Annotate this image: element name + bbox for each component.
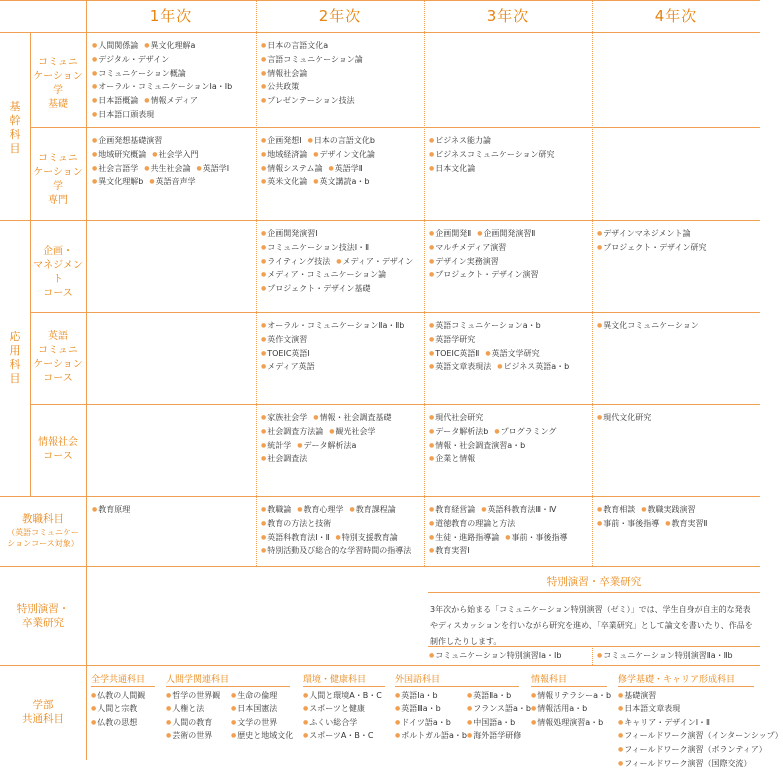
course-item: ● 企画開発演習Ⅱ [477,228,535,242]
course-line [92,54,238,68]
cell-kyoshoku-y1 [92,504,136,518]
course-line [429,348,575,362]
course-line [429,412,562,426]
course-line [429,269,545,283]
course-item: ● デザインマネジメント論 [597,228,690,242]
course-line [597,412,657,426]
course-line [429,163,561,177]
row-label-gakubu: 学部 共通科目 [22,699,64,725]
course-line [92,95,238,109]
seminar-title-rule [428,592,760,593]
course-item: ● 社会学入門 [152,149,198,163]
course-line [261,54,369,68]
course-item: ● ビジネス英語a・b [497,361,569,375]
course-line [92,81,238,95]
course-item: ● 日本の言語文化b [308,135,375,149]
row-label-joho: 情報社会 コース [38,437,78,462]
course-item: ● プロジェクト・デザイン演習 [429,269,539,283]
common-subject-item: ● 人権と法 [166,703,231,717]
course-line [429,426,562,440]
course-line [261,518,417,532]
course-item: ● デザイン文化論 [313,149,375,163]
course-line [429,504,574,518]
common-subject-heading-rule [395,686,519,687]
course-line [597,518,713,532]
course-item: ● 英語学Ⅰ [197,163,230,177]
common-subject-item: ● 情報活用a・b [531,703,613,717]
course-item: ● 英語学研究 [429,334,475,348]
course-line [429,242,545,256]
course-line [429,334,575,348]
course-item: ● 日本語概論 [92,95,138,109]
course-item: ● 現代社会研究 [429,412,483,426]
course-item: ● 教育実習Ⅰ [429,545,470,559]
common-subject-item: ● 人間の教育 [166,717,231,731]
course-line [92,40,238,54]
common-subject-item: ● 生命の倫理 [231,690,296,704]
common-subject-item: ● フィールドワーク演習（ボランティア） [618,744,760,758]
course-item: ● プロジェクト・デザイン基礎 [261,283,371,297]
common-subject-heading: 環境・健康科目 [303,675,367,685]
course-line [261,256,419,270]
cell-eigo-y2 [261,320,410,375]
cell-comm-senmon-y2 [261,135,381,190]
common-subject-item: ● 海外語学研修 [467,730,531,744]
common-subject-item: ● 基礎演習 [618,690,760,704]
course-line [261,135,381,149]
course-item: ● 公共政策 [261,81,299,95]
course-item: ● 情報社会論 [261,68,307,82]
row-label-comm-senmon: コミュニ ケーション学 専門 [33,153,83,206]
common-subject-heading: 情報科目 [531,675,568,685]
course-item: ● 情報・社会調査基礎 [313,412,391,426]
course-item: ● TOEIC英語Ⅰ [261,348,310,362]
course-item: ● プログラミング [494,426,556,440]
row-label-kikaku: 企画・ マネジメント コース [33,246,83,299]
row-sublabel-kyoshoku: （英語コミュニケー ションコース対象） [7,528,79,548]
course-item: ● デザイン実務演習 [429,256,499,270]
cell-comm-senmon-y3 [429,135,561,176]
course-line [261,426,398,440]
course-line [429,256,545,270]
row-label-eigo: 英語 コミュニ ケーション コース [33,331,83,384]
course-line [92,149,235,163]
course-line [261,163,381,177]
course-item: ● 英語コミュニケーションa・b [429,320,541,334]
course-item: ● 情報・社会調査演習a・b [429,440,525,454]
course-line [429,440,562,454]
course-item: ● 教職実践演習 [641,504,695,518]
course-item: ● 社会調査方法論 [261,426,323,440]
common-subject-column [395,674,531,744]
course-item: ● 地域研究概論 [92,149,146,163]
common-subject-heading: 人間学関連科目 [166,675,230,685]
course-item: ● コミュニケーション概論 [92,68,186,82]
seminar-y3-course: ● コミュニケーション特別演習Ⅰa・Ⅰb [429,650,561,664]
course-item: ● 情報システム論 [261,163,322,177]
course-item: ● ビジネスコミュニケーション研究 [429,149,555,163]
course-item: ● 教育原理 [92,504,130,518]
common-subject-item: ● ふくい総合学 [303,717,391,731]
course-item: ● 企画発想Ⅰ [261,135,302,149]
course-item: ● 教育相談 [597,504,635,518]
common-subject-item: ● 歴史と地域文化 [231,730,296,744]
course-item: ● 情報メディア [144,95,198,109]
cell-comm-kiso-y2 [261,40,369,109]
common-subject-heading: 外国語科目 [395,675,441,685]
course-item: ● コミュニケーション技法Ⅰ・Ⅱ [261,242,369,256]
course-item: ● 特別活動及び総合的な学習時間の指導法 [261,545,411,559]
year-1-header: 1年次 [149,7,193,25]
common-subject-column [91,674,161,730]
course-line [429,135,561,149]
cell-kikaku-y2 [261,228,419,297]
common-subject-heading: 全学共通科目 [91,675,146,685]
course-item: ● 日本語口頭表現 [92,109,154,123]
course-item: ● 家族社会学 [261,412,307,426]
course-item: ● 教育経営論 [429,504,475,518]
course-item: ● 社会言語学 [92,163,138,177]
common-subject-item: ● フランス語a・b [467,703,531,717]
common-subject-item: ● 英語Ⅱa・b [467,690,531,704]
course-line [597,242,713,256]
course-line [261,242,419,256]
course-line [429,361,575,375]
seminar-description: 3年次から始まる「コミュニケーション特別演習（ゼミ）」では、学生自身が自主的な発表やディスカッションを行いながら研究を進め、「卒業研究」として論文を書いたり、作品を制作したりします。 [430,605,753,646]
course-line [261,95,369,109]
course-line [261,545,417,559]
course-line [92,68,238,82]
cell-kyoshoku-y2 [261,504,417,559]
common-subject-item: ● 哲学の世界観 [166,690,231,704]
course-item: ● 特別支援教育論 [336,532,398,546]
course-item: ● 異文化理解a [144,40,195,54]
course-item: ● 道徳教育の理論と方法 [429,518,515,532]
course-item: ● 生徒・進路指導論 [429,532,499,546]
common-subject-column [303,674,391,744]
course-item: ● 社会調査法 [261,453,307,467]
course-item: ● 事前・事後指導 [597,518,659,532]
common-subject-heading-rule [618,686,754,687]
course-item: ● TOEIC英語Ⅱ [429,348,479,362]
course-item: ● デジタル・デザイン [92,54,169,68]
common-subject-item: ● 芸術の世界 [166,730,231,744]
common-subject-item: ● スポーツと健康 [303,703,391,717]
row-label-seminar: 特別演習・ 卒業研究 [16,603,70,629]
course-item: ● ライティング技法 [261,256,330,270]
cell-kyoshoku-y4 [597,504,713,532]
year-2-header: 2年次 [318,7,362,25]
cell-eigo-y4 [597,320,705,334]
seminar-title: 特別演習・卒業研究 [546,576,642,588]
course-line [261,412,398,426]
course-line [429,532,574,546]
course-item: ● データ解析法b [429,426,488,440]
course-item: ● 教育実習Ⅱ [665,518,707,532]
course-item: ● 異文化理解b [92,176,143,190]
cell-comm-senmon-y1 [92,135,235,190]
course-line [261,228,419,242]
course-line [261,40,369,54]
common-subject-item: ● 英語Ⅲa・b [395,703,467,717]
course-item: ● 英語学Ⅱ [328,163,362,177]
course-line [429,545,574,559]
course-item: ● ビジネス能力論 [429,135,491,149]
seminar-y4-course: ● コミュニケーション特別演習Ⅱa・Ⅱb [597,650,733,664]
common-subject-item: ● 英語Ⅰa・b [395,690,467,704]
course-line [597,228,713,242]
course-item: ● 企業と情報 [429,453,475,467]
course-line [261,81,369,95]
common-subject-item: ● ポルトガル語a・b [395,730,467,744]
course-line [429,149,561,163]
course-line [429,453,562,467]
course-line [261,504,417,518]
course-item: ● 教育心理学 [297,504,343,518]
seminar-bar-rule [428,646,760,647]
course-line [92,163,235,177]
common-subject-heading-rule [303,686,385,687]
course-item: ● 英作文演習 [261,334,307,348]
common-subject-item: ● 人間と環境A・B・C [303,690,391,704]
course-line [261,348,410,362]
common-subject-item: ● 中国語a・b [467,717,531,731]
common-subject-item: ● 仏教の思想 [91,717,161,731]
course-line [261,361,410,375]
common-subject-item: ● 日本国憲法 [231,703,296,717]
course-item: ● 教職論 [261,504,291,518]
course-line [92,109,238,123]
cell-kyoshoku-y3 [429,504,574,559]
course-item: ● 企画開発演習Ⅰ [261,228,318,242]
course-line [429,228,545,242]
course-line [429,518,574,532]
common-subject-heading-rule [166,686,290,687]
common-subject-item: ● 情報処理演習a・b [531,717,613,731]
common-subject-column [166,674,296,744]
course-item: ● データ解析法a [297,440,356,454]
common-subject-column [531,674,613,730]
cell-joho-y3 [429,412,562,467]
year-4-header: 4年次 [654,7,698,25]
common-subject-item: ● ドイツ語a・b [395,717,467,731]
course-item: ● 教育の方法と技術 [261,518,331,532]
course-line [92,176,235,190]
common-subject-item: ● キャリア・デザインⅠ・Ⅱ [618,717,760,731]
year-3-header: 3年次 [486,7,530,25]
course-item: ● 日本の言語文化a [261,40,328,54]
course-item: ● 教育課程論 [350,504,396,518]
cell-joho-y2 [261,412,398,467]
course-line [261,68,369,82]
course-line [261,149,381,163]
course-item: ● 英語科教育法Ⅲ・Ⅳ [481,504,556,518]
common-subject-item: ● 仏教の人間観 [91,690,161,704]
course-line [261,334,410,348]
course-item: ● 英語科教育法Ⅰ・Ⅱ [261,532,330,546]
course-line [92,135,235,149]
common-subject-item: ● スポーツA・B・C [303,730,391,744]
course-line [261,283,419,297]
course-item: ● 観光社会学 [329,426,375,440]
course-line [261,269,419,283]
common-subject-item: ● 日本語文章表現 [618,703,760,717]
course-item: ● 英語音声学 [149,176,195,190]
cell-kikaku-y3 [429,228,545,283]
course-line [597,320,705,334]
course-line [261,453,398,467]
course-item: ● 現代文化研究 [597,412,651,426]
course-item: ● 英文講読a・b [313,176,369,190]
course-item: ● 企画開発Ⅱ [429,228,471,242]
course-item: ● プロジェクト・デザイン研究 [597,242,707,256]
course-item: ● 地域経済論 [261,149,307,163]
course-item: ● 統計学 [261,440,291,454]
course-item: ● 英語文章表現法 [429,361,491,375]
common-subject-heading-rule [91,686,155,687]
course-line [92,504,136,518]
course-line [261,176,381,190]
course-item: ● オーラル・コミュニケーションⅠa・Ⅰb [92,81,232,95]
group-ouyou-label: 応用科目 [9,330,21,385]
course-item: ● 言語コミュニケーション論 [261,54,363,68]
course-item: ● 日本文化論 [429,163,475,177]
course-item: ● マルチメディア演習 [429,242,506,256]
course-item: ● 企画発想基礎演習 [92,135,162,149]
course-line [597,504,713,518]
course-item: ● 人間関係論 [92,40,138,54]
common-subject-item: ● フィールドワーク演習（インターンシップ） [618,730,760,744]
course-item: ● 英語文学研究 [485,348,539,362]
common-subject-item: ● フィールドワーク演習（国際交流） [618,758,760,771]
cell-joho-y4 [597,412,657,426]
common-subject-heading-rule [531,686,607,687]
course-item: ● メディア・コミュニケーション論 [261,269,386,283]
course-item: ● 異文化コミュニケーション [597,320,699,334]
cell-eigo-y3 [429,320,575,375]
course-line [261,440,398,454]
common-subject-heading: 修学基礎・キャリア形成科目 [618,675,736,685]
course-item: ● オーラル・コミュニケーションⅡa・Ⅱb [261,320,404,334]
group-kikan-label: 基幹科目 [9,100,21,155]
course-line [261,532,417,546]
common-subject-column [618,674,783,771]
cell-kikaku-y4 [597,228,713,256]
row-label-comm-kiso: コミュニ ケーション学 基礎 [33,57,83,110]
row-label-kyoshoku: 教職科目 [22,513,64,525]
course-line [429,320,575,334]
common-subject-item: ● 文学の世界 [231,717,296,731]
course-item: ● 事前・事後指導 [505,532,567,546]
course-item: ● 英米文化論 [261,176,307,190]
common-subject-item: ● 人間と宗教 [91,703,161,717]
course-item: ● メディア・デザイン [336,256,413,270]
common-subject-item: ● 情報リテラシーa・b [531,690,613,704]
course-line [261,320,410,334]
course-item: ● メディア英語 [261,361,315,375]
cell-comm-kiso-y1 [92,40,238,123]
course-item: ● 共生社会論 [144,163,190,177]
course-item: ● プレゼンテーション技法 [261,95,355,109]
